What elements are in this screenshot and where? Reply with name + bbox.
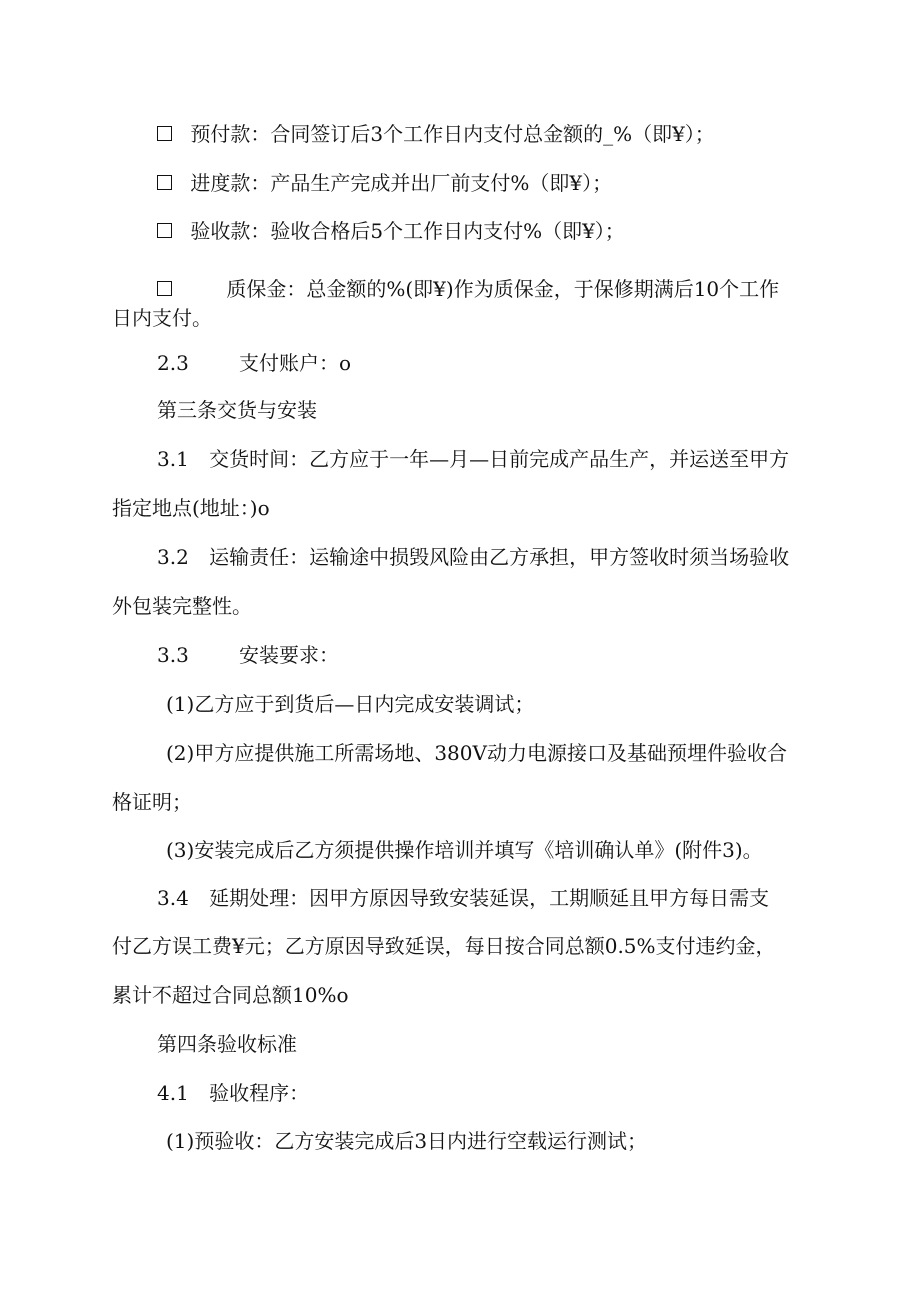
checkbox-icon[interactable] <box>157 223 172 238</box>
section-2-3 <box>157 351 352 375</box>
payment-warranty-line2: 日内支付。 <box>112 306 212 330</box>
section-4-1 <box>157 1081 309 1105</box>
payment-item-warranty <box>157 277 779 301</box>
article-3-title: 第三条交货与安装 <box>157 398 317 422</box>
payment-item-progress <box>157 171 612 195</box>
section-3-4-line3: 累计不超过合同总额10%o <box>112 983 349 1007</box>
install-item-3: (3)安装完成后乙方须提供操作培训并填写《培训确认单》(附件3)。 <box>166 838 763 862</box>
section-text: 延期处理：因甲方原因导致安装延误，工期顺延且甲方每日需支 <box>209 886 770 910</box>
section-text: 验收程序： <box>209 1081 310 1105</box>
payment-text: 验收款：验收合格后5个工作日内支付%（即¥）； <box>190 219 625 243</box>
payment-item-prepayment <box>157 122 715 146</box>
section-number: 3.3 <box>157 643 189 667</box>
install-item-2: (2)甲方应提供施工所需场地、380V动力电源接口及基础预埋件验收合 <box>166 741 787 765</box>
checkbox-icon[interactable] <box>157 281 172 296</box>
checkbox-icon[interactable] <box>157 126 172 141</box>
section-3-3 <box>157 643 339 667</box>
section-number: 4.1 <box>157 1081 189 1105</box>
payment-item-acceptance <box>157 219 625 243</box>
section-3-1 <box>157 447 789 471</box>
acceptance-item-1: (1)预验收：乙方安装完成后3日内进行空载运行测试； <box>166 1129 648 1153</box>
section-number: 3.4 <box>157 886 189 910</box>
section-number: 3.1 <box>157 447 189 471</box>
payment-text: 预付款：合同签订后3个工作日内支付总金额的_%（即¥）； <box>190 122 715 146</box>
section-3-4-line2: 付乙方误工费¥元；乙方原因导致延误，每日按合同总额0.5%支付违约金， <box>112 934 776 958</box>
section-3-1-line2: 指定地点(地址：)o <box>112 496 270 520</box>
section-text: 交货时间：乙方应于一年—月—日前完成产品生产，并运送至甲方 <box>209 447 790 471</box>
article-4-title: 第四条验收标准 <box>157 1032 297 1056</box>
section-3-2 <box>157 545 789 569</box>
payment-text: 质保金：总金额的%(即¥)作为质保金，于保修期满后10个工作 <box>226 277 780 301</box>
section-text: 安装要求： <box>239 643 339 667</box>
section-text: 运输责任：运输途中损毁风险由乙方承担，甲方签收时须当场验收 <box>209 545 790 569</box>
install-item-1: (1)乙方应于到货后—日内完成安装调试； <box>166 692 535 716</box>
section-number: 2.3 <box>157 351 189 375</box>
payment-text: 进度款：产品生产完成并出厂前支付%（即¥）； <box>190 171 613 195</box>
section-text: 支付账户：o <box>239 351 352 375</box>
section-3-4 <box>157 886 769 910</box>
checkbox-icon[interactable] <box>157 175 172 190</box>
section-number: 3.2 <box>157 545 189 569</box>
install-item-2-line2: 格证明； <box>112 790 192 814</box>
section-3-2-line2: 外包装完整性。 <box>112 594 252 618</box>
